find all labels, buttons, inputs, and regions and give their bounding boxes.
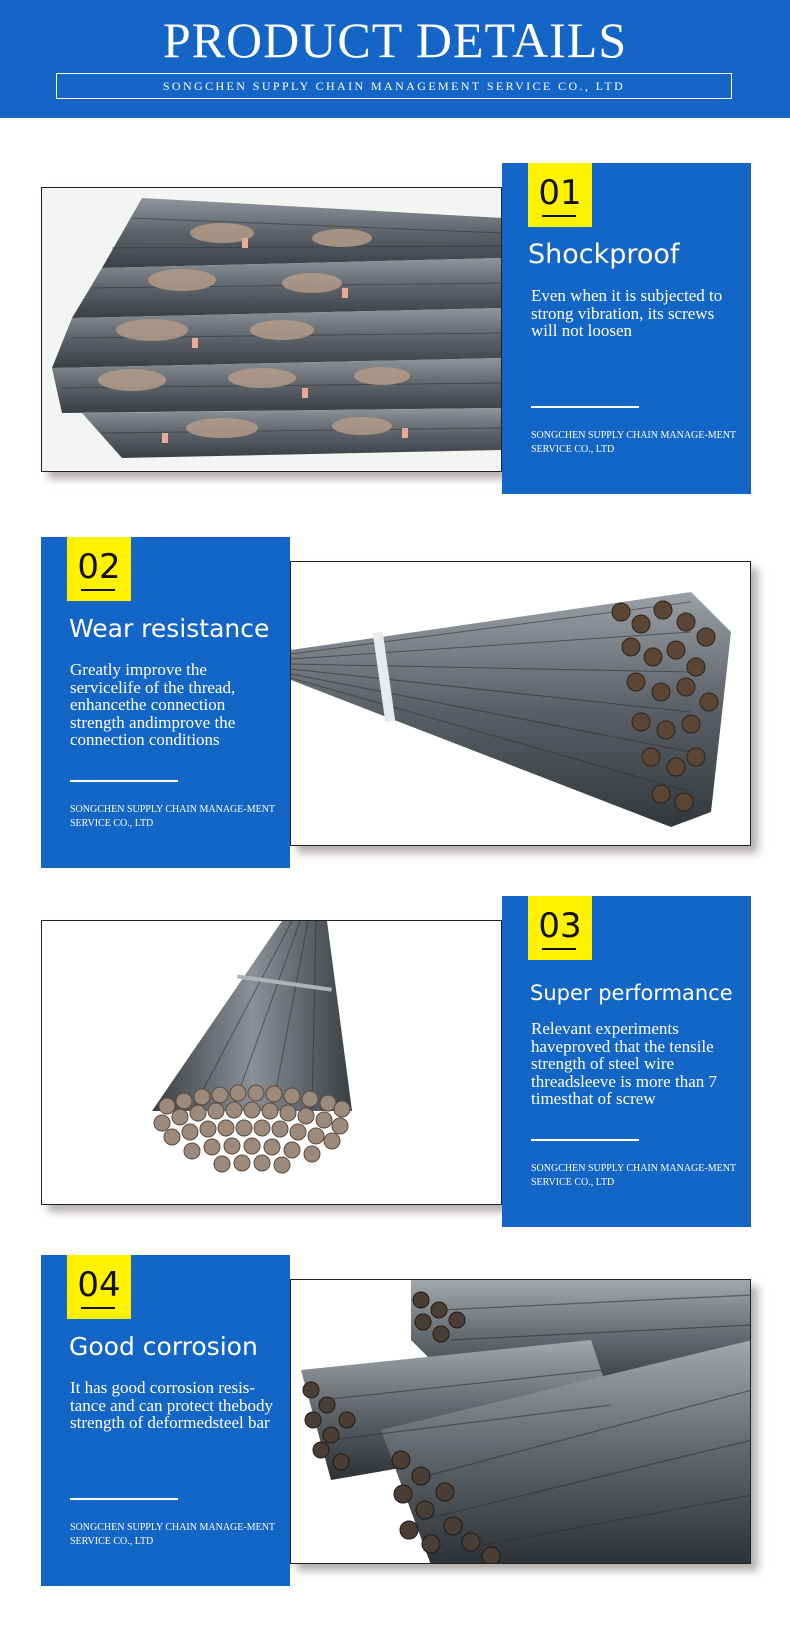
- page-header: [0, 0, 790, 118]
- feature-title: Good corrosion: [69, 1332, 258, 1361]
- number-underline: [81, 1307, 115, 1309]
- product-photo-1: [41, 187, 502, 472]
- number-underline: [542, 948, 576, 950]
- feature-number: 01: [538, 173, 582, 213]
- product-photo-4: [290, 1279, 751, 1564]
- feature-company: SONGCHEN SUPPLY CHAIN MANAGE-MENT SERVICE CO., LTD: [70, 804, 275, 829]
- feature-card-4: [41, 1255, 290, 1586]
- feature-title: Shockproof: [528, 239, 680, 270]
- rebar-pile-image: [291, 1280, 751, 1564]
- rebar-bundle-upright-image: [42, 921, 502, 1205]
- divider: [70, 780, 178, 782]
- divider: [70, 1498, 178, 1500]
- feature-company: SONGCHEN SUPPLY CHAIN MANAGE-MENT SERVICE CO., LTD: [531, 430, 736, 455]
- divider: [531, 406, 639, 408]
- feature-company: SONGCHEN SUPPLY CHAIN MANAGE-MENT SERVICE CO., LTD: [531, 1163, 736, 1188]
- rebar-bundle-perspective-image: [291, 562, 751, 846]
- feature-number-badge: [67, 537, 131, 601]
- feature-number-badge: [528, 896, 592, 960]
- feature-description: It has good corrosion resis-tance and can protect thebody strength of deformedsteel bar: [70, 1378, 273, 1432]
- number-underline: [542, 215, 576, 217]
- feature-title: Super performance: [530, 981, 733, 1005]
- feature-number: 02: [77, 547, 121, 587]
- feature-company: SONGCHEN SUPPLY CHAIN MANAGE-MENT SERVICE CO., LTD: [70, 1522, 275, 1547]
- number-underline: [81, 589, 115, 591]
- page-title: PRODUCT DETAILS: [162, 12, 628, 68]
- divider: [531, 1139, 639, 1141]
- company-banner: [56, 73, 732, 99]
- product-photo-2: [290, 561, 751, 846]
- feature-card-1: [502, 163, 751, 494]
- feature-description: Greatly improve the servicelife of the thread, enhancethe connection strength andimprove the connection conditions: [70, 660, 236, 749]
- feature-description: Even when it is subjected to strong vibration, its screws will not loosen: [531, 286, 723, 340]
- feature-number: 03: [538, 906, 582, 946]
- product-photo-3: [41, 920, 502, 1205]
- stacked-rebar-bundles-image: [42, 188, 502, 472]
- feature-number-badge: [67, 1255, 131, 1319]
- company-name: SONGCHEN SUPPLY CHAIN MANAGEMENT SERVICE CO., LTD: [162, 79, 626, 93]
- feature-number: 04: [77, 1265, 121, 1305]
- feature-number-badge: [528, 163, 592, 227]
- feature-description: Relevant experiments haveproved that the tensile strength of steel wire threadsleeve is more than 7 timesthat of screw: [531, 1019, 717, 1108]
- feature-card-3: [502, 896, 751, 1227]
- feature-title: Wear resistance: [69, 614, 270, 643]
- feature-card-2: [41, 537, 290, 868]
